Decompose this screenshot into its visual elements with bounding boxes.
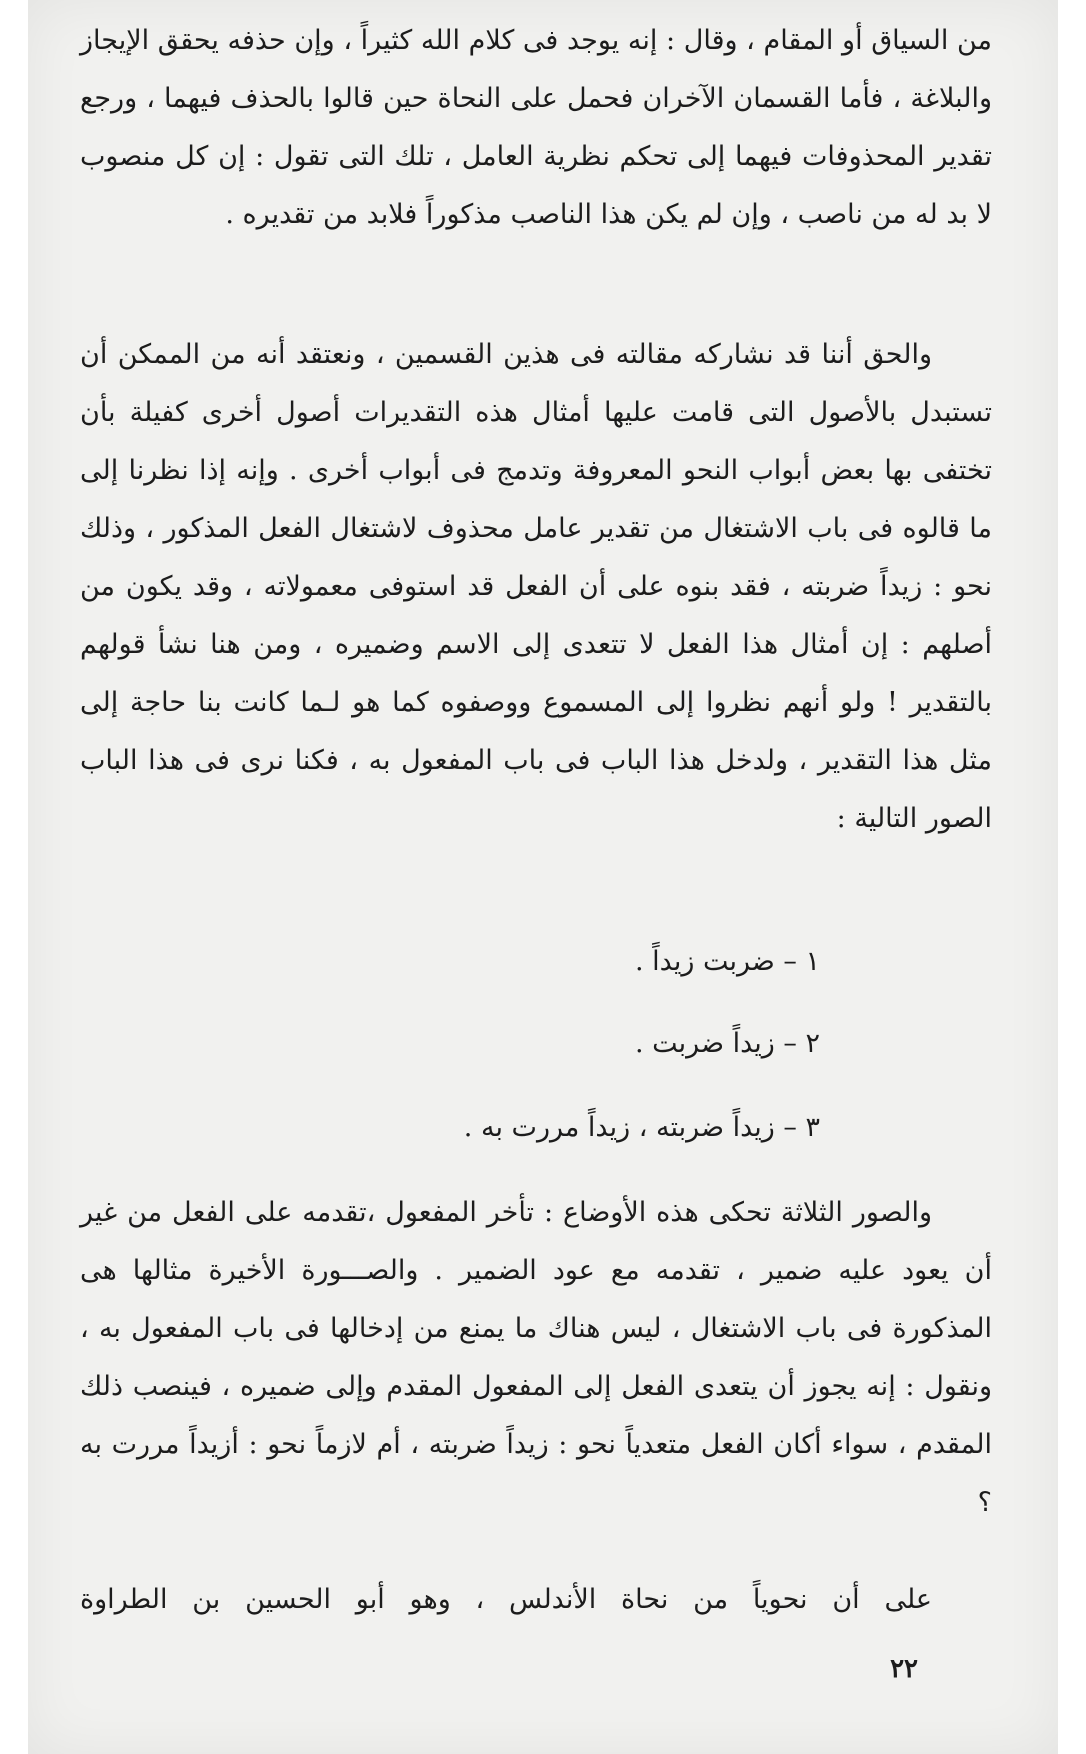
paragraph-2 xyxy=(80,326,992,848)
paragraph-1 xyxy=(80,12,992,244)
page-number: ٢٢ xyxy=(890,1654,918,1684)
paragraph-1-text: من السياق أو المقام ، وقال : إنه يوجد فى كلام الله كثيراً ، وإن حذفه يحقق الإيجاز والبلاغة ، فأما القسمان الآخران فحمل على النحاة حين قالوا بالحذف فيهما ، ورجع تقدير المحذوفات فيهما إلى تحكم نظرية العامل ، تلك التى تقول : إن كل منصوب لا بد له من ناصب ، وإن لم يكن هذا الناصب مذكوراً فلابد من تقديره . xyxy=(80,25,992,230)
paragraph-3 xyxy=(80,1184,992,1532)
paragraph-3-text: والصور الثلاثة تحكى هذه الأوضاع : تأخر المفعول ،تقدمه على الفعل من غير أن يعود عليه ضمير ، تقدمه مع عود الضمير . والصـــورة الأخيرة مثالها هى المذكورة فى باب الاشتغال ، ليس هناك ما يمنع من إدخالها فى باب المفعول به ، ونقول : إنه يجوز أن يتعدى الفعل إلى المفعول المقدم وإلى ضميره ، فينصب ذلك المقدم ، سواء أكان الفعل متعدياً نحو : زيداً ضربته ، أم لازماً نحو : أزيداً مررت به ؟ xyxy=(80,1197,992,1518)
paragraph-2-text: والحق أننا قد نشاركه مقالته فى هذين القسمين ، ونعتقد أنه من الممكن أن تستبدل بالأصول التى قامت عليها أمثال هذه التقديرات أصول أخرى كفيلة بأن تختفى بها بعض أبواب النحو المعروفة وتدمج فى أبواب أخرى . وإنه إذا نظرنا إلى ما قالوه فى باب الاشتغال من تقدير عامل محذوف لاشتغال الفعل المذكور ، وذلك نحو : زيداً ضربته ، فقد بنوه على أن الفعل قد استوفى معمولاته ، وقد يكون من أصلهم : إن أمثال هذا الفعل لا تتعدى إلى الاسم وضميره ، ومن هنا نشأ قولهم بالتقدير ! ولو أنهم نظروا إلى المسموع ووصفوه كما هو لـما كانت بنا حاجة إلى مثل هذا التقدير ، ولدخل هذا الباب فى باب المفعول به ، فكنا نرى فى هذا الباب الصور التالية : xyxy=(80,339,992,834)
example-2: ٢ – زيداً ضربت . xyxy=(634,1028,820,1059)
example-1: ١ – ضربت زيداً . xyxy=(634,946,820,977)
book-page xyxy=(28,0,1058,1754)
example-3: ٣ – زيداً ضربته ، زيداً مررت به . xyxy=(463,1112,820,1143)
paragraph-4-first-line: على أن نحوياً من نحاة الأندلس ، وهو أبو الحسين بن الطراوة xyxy=(80,1584,932,1615)
